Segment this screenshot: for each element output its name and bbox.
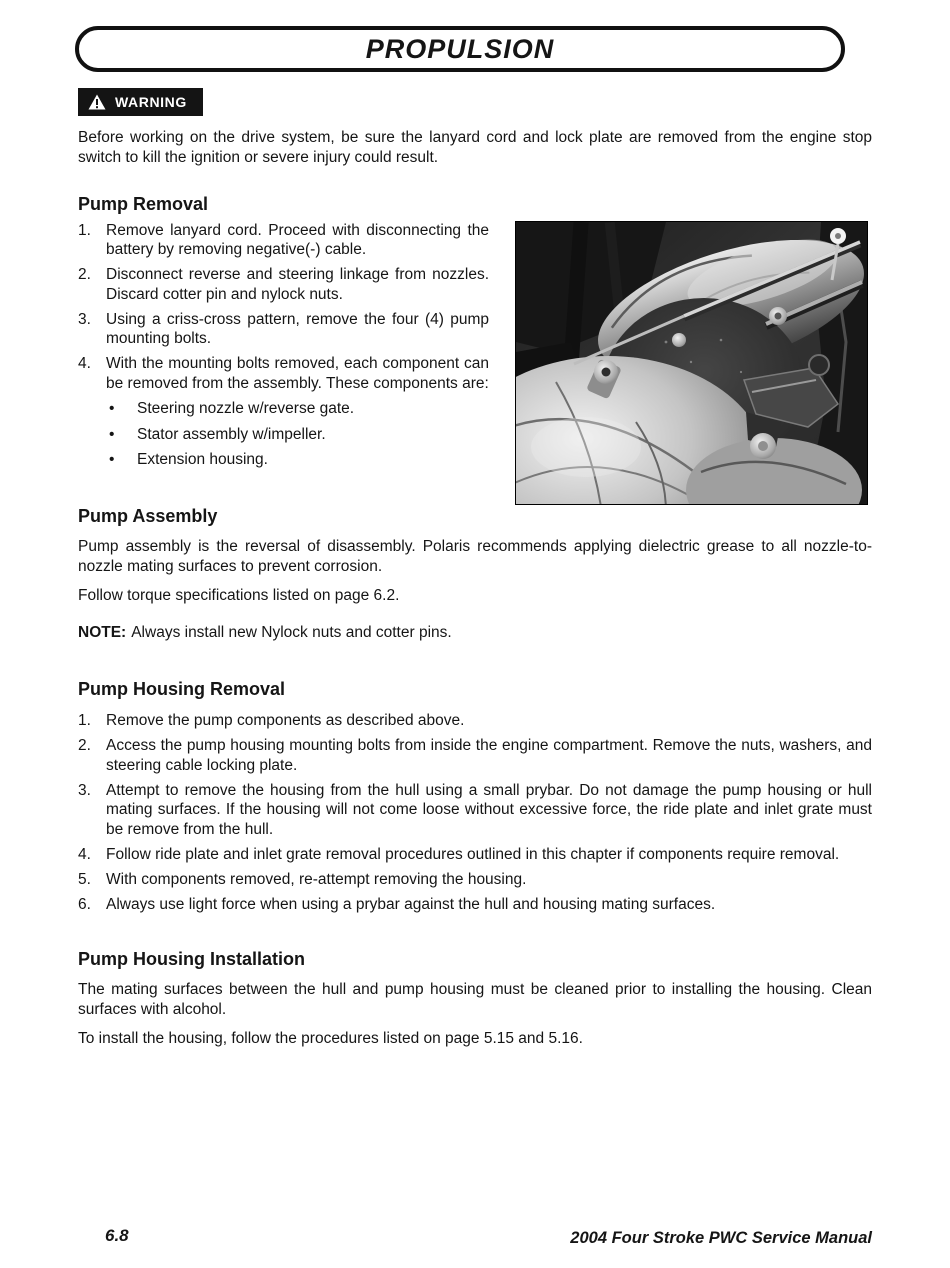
bullet-text: Stator assembly w/impeller. bbox=[137, 425, 326, 443]
list-number: 4. bbox=[78, 845, 91, 863]
bullet-item bbox=[78, 450, 489, 470]
section-heading-pump-assembly: Pump Assembly bbox=[78, 506, 218, 526]
pump-assembly-photo bbox=[515, 221, 868, 505]
list-item bbox=[78, 736, 872, 775]
pump-removal-section bbox=[78, 193, 872, 495]
list-text: Using a criss-cross pattern, remove the four (4) pump mounting bolts. bbox=[106, 310, 489, 347]
pump-housing-removal-list bbox=[78, 711, 872, 914]
list-number: 5. bbox=[78, 870, 91, 888]
section-heading-pump-housing-removal: Pump Housing Removal bbox=[78, 679, 286, 699]
warning-triangle-icon bbox=[88, 94, 106, 110]
pump-housing-installation-section bbox=[78, 948, 872, 1049]
list-number: 6. bbox=[78, 895, 91, 913]
list-number: 1. bbox=[78, 221, 91, 239]
pump-assembly-para-1: Pump assembly is the reversal of disassembly. Polaris recommends applying dielectric grease to all nozzle-to-nozzle mating surfaces to prevent corrosion. bbox=[78, 538, 872, 575]
component-bullet-list bbox=[78, 399, 489, 470]
warning-text: Before working on the drive system, be sure the lanyard cord and lock plate are removed from the engine stop switch to kill the ignition or severe injury could result. bbox=[78, 129, 872, 166]
pump-housing-installation-para-2: To install the housing, follow the procedures listed on page 5.15 and 5.16. bbox=[78, 1030, 583, 1047]
list-text: Follow ride plate and inlet grate removal procedures outlined in this chapter if components require removal. bbox=[106, 845, 840, 863]
pump-housing-removal-section bbox=[78, 678, 872, 914]
list-item bbox=[78, 711, 872, 731]
list-text: Remove the pump components as described above. bbox=[106, 712, 465, 729]
note-line bbox=[78, 623, 872, 643]
page-content bbox=[78, 0, 872, 1049]
warning-label: WARNING bbox=[115, 94, 187, 110]
list-number: 2. bbox=[78, 737, 91, 754]
section-heading-pump-removal: Pump Removal bbox=[78, 194, 209, 214]
list-text: With the mounting bolts removed, each component can be removed from the assembly. These components are: bbox=[106, 355, 489, 392]
list-item bbox=[78, 265, 489, 304]
list-number: 3. bbox=[78, 310, 91, 328]
note-label: NOTE: bbox=[78, 623, 127, 641]
list-text: Always use light force when using a prybar against the hull and housing mating surfaces. bbox=[106, 895, 716, 913]
warning-badge bbox=[78, 88, 203, 116]
pump-assembly-section bbox=[78, 505, 872, 642]
list-number: 1. bbox=[78, 712, 91, 729]
list-text: Access the pump housing mounting bolts from inside the engine compartment. Remove the nuts, washers, and steering cable locking plate. bbox=[106, 737, 872, 774]
list-item bbox=[78, 845, 872, 865]
bullet-marker: • bbox=[109, 451, 115, 468]
list-number: 4. bbox=[78, 355, 91, 372]
list-text: Attempt to remove the housing from the hull using a small prybar. Do not damage the pump housing or hull mating surfaces. If the housing will not come loose without excessive force, the ride plate and inlet grate must be remove from the hull. bbox=[106, 781, 872, 838]
manual-title-footer: 2004 Four Stroke PWC Service Manual bbox=[570, 1229, 872, 1247]
chapter-title-banner bbox=[75, 26, 845, 72]
page-title: PROPULSION bbox=[365, 33, 555, 64]
bullet-marker: • bbox=[109, 400, 115, 417]
list-item bbox=[78, 781, 872, 840]
list-item bbox=[78, 221, 489, 260]
list-text: Disconnect reverse and steering linkage from nozzles. Discard cotter pin and nylock nuts. bbox=[106, 266, 489, 303]
pump-assembly-para-2: Follow torque specifications listed on page 6.2. bbox=[78, 587, 400, 604]
list-number: 2. bbox=[78, 266, 91, 283]
list-item bbox=[78, 895, 872, 915]
bullet-marker: • bbox=[109, 425, 115, 443]
bullet-item bbox=[78, 425, 489, 445]
note-text: Always install new Nylock nuts and cotter pins. bbox=[131, 623, 452, 641]
page-number: 6.8 bbox=[105, 1226, 129, 1245]
list-item bbox=[78, 310, 489, 349]
pump-housing-installation-para-1: The mating surfaces between the hull and pump housing must be cleaned prior to installing the housing. Clean surfaces with alcohol. bbox=[78, 981, 872, 1018]
list-item bbox=[78, 354, 489, 393]
list-text: Remove lanyard cord. Proceed with disconnecting the battery by removing negative(-) cable. bbox=[106, 221, 489, 258]
bullet-text: Extension housing. bbox=[137, 451, 268, 468]
list-text: With components removed, re-attempt removing the housing. bbox=[106, 870, 527, 888]
bullet-text: Steering nozzle w/reverse gate. bbox=[137, 400, 355, 417]
pump-removal-column bbox=[78, 193, 489, 470]
section-heading-pump-housing-installation: Pump Housing Installation bbox=[78, 949, 306, 969]
list-number: 3. bbox=[78, 781, 91, 799]
bullet-item bbox=[78, 399, 489, 419]
list-item bbox=[78, 870, 872, 890]
